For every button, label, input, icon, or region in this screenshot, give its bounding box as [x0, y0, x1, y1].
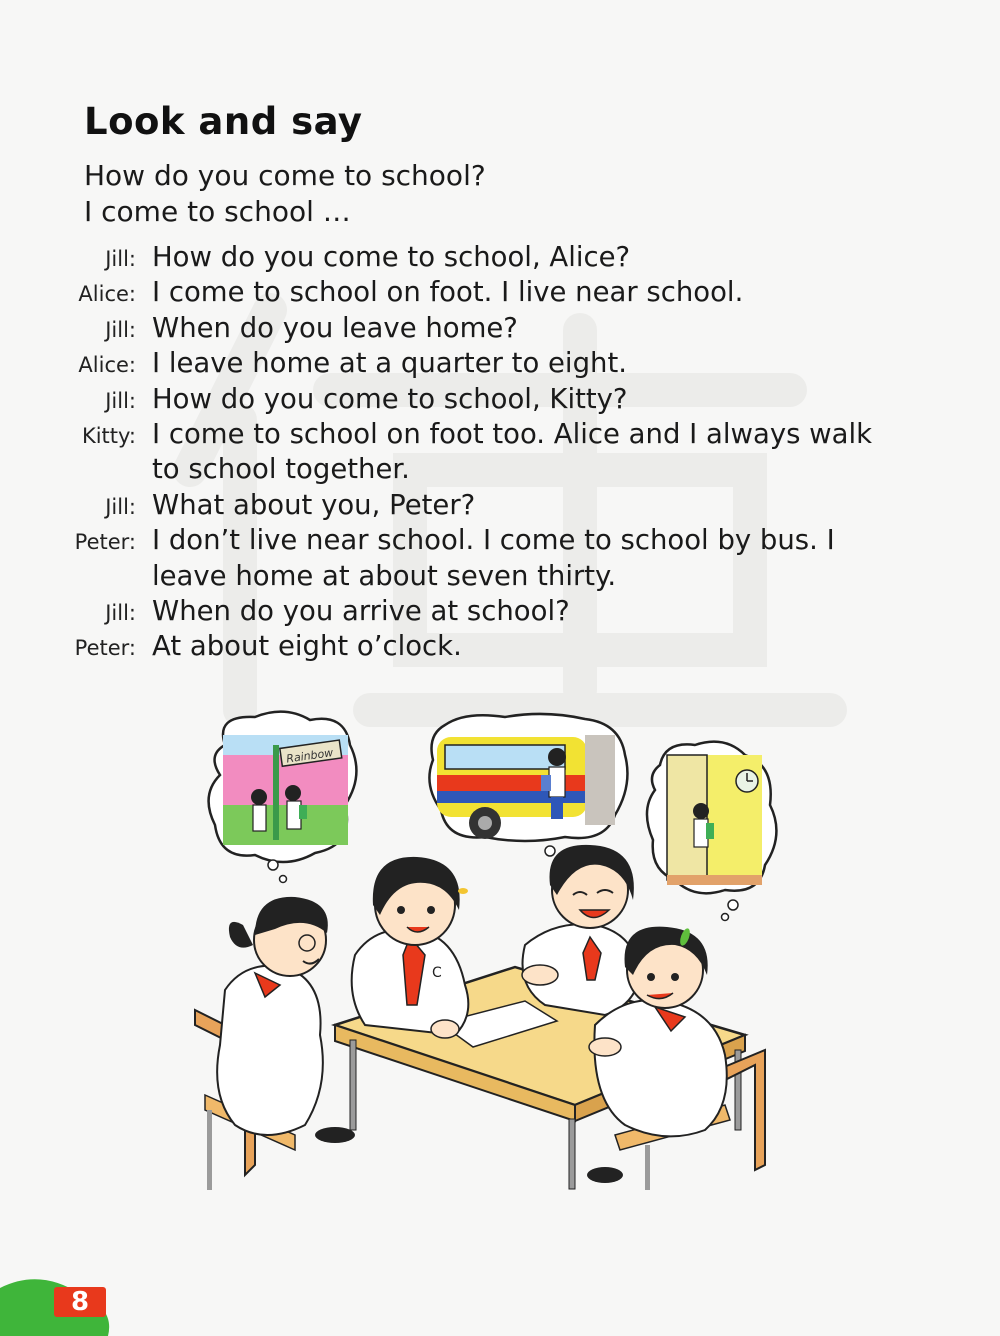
dialogue-text: When do you leave home? [152, 311, 518, 344]
thought-bubble-walking [209, 712, 357, 883]
dialogue-text: I leave home at a quarter to eight. [152, 347, 627, 380]
dialogue-text: What about you, Peter? [152, 488, 476, 521]
thought-bubble-arrive [647, 742, 776, 921]
speaker-name: Peter: [74, 636, 136, 661]
thought-bubble-bus [429, 714, 627, 867]
dialogue-text: I come to school on foot too. Alice and I always walk to school together. [152, 418, 873, 486]
speaker-name: Peter: [74, 530, 136, 555]
dialogue-line [0, 311, 1000, 346]
dialogue-text: How do you come to school, Kitty? [152, 382, 628, 415]
section-heading: Look and say [84, 100, 363, 143]
child-back-right [522, 845, 640, 1015]
speaker-name: Alice: [78, 353, 136, 378]
page-number: 8 [54, 1287, 106, 1317]
speaker-name: Kitty: [81, 424, 136, 449]
badge-letter: C [432, 965, 442, 981]
dialogue [0, 240, 1000, 665]
dialogue-line [0, 594, 1000, 629]
speaker-name: Alice: [78, 282, 136, 307]
child-center [352, 857, 469, 1038]
dialogue-line [0, 488, 1000, 523]
intro-answer: I come to school … [84, 195, 351, 228]
child-left [217, 897, 355, 1143]
dialogue-text: How do you come to school, Alice? [152, 241, 631, 273]
dialogue-line [0, 240, 1000, 275]
dialogue-line [0, 523, 1000, 594]
dialogue-line [0, 417, 1000, 488]
speaker-name: Jill: [105, 494, 136, 519]
classroom-illustration [185, 705, 785, 1205]
speaker-name: Jill: [105, 247, 136, 271]
intro-text [84, 158, 486, 230]
dialogue-text: I come to school on foot. I live near school. [152, 276, 744, 309]
dialogue-text: I don’t live near school. I come to school by bus. I leave home at about seven thirty. [152, 524, 835, 592]
speaker-name: Jill: [105, 601, 136, 626]
speaker-name: Jill: [105, 388, 136, 413]
dialogue-line [0, 629, 1000, 664]
dialogue-text: At about eight o’clock. [152, 630, 462, 663]
dialogue-line [0, 346, 1000, 381]
sign-text: Rainbow [285, 746, 334, 766]
dialogue-line [0, 382, 1000, 417]
dialogue-line [0, 275, 1000, 310]
intro-question: How do you come to school? [84, 159, 486, 192]
dialogue-text: When do you arrive at school? [152, 595, 570, 628]
speaker-name: Jill: [105, 317, 136, 342]
